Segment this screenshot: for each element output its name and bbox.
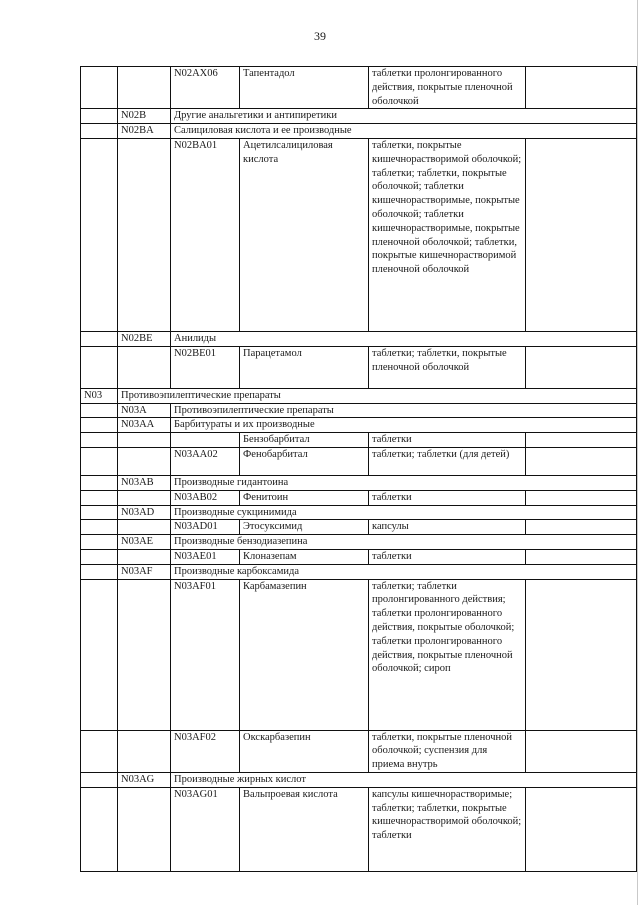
dosage-form-cell: таблетки, покрытые кишечнорастворимой оболочкой; таблетки; таблетки, покрытые оболочкой; таблетки кишечнорастворимые, покрытые оболочкой; таблетки кишечнорастворимые, покрытые пленочной оболочкой; таблетки, покрытые кишечнорастворимой пленочной оболочкой — [369, 138, 526, 331]
dosage-form-cell: таблетки пролонгированного действия, покрытые пленочной оболочкой — [369, 67, 526, 109]
group-row — [81, 331, 637, 346]
group-code-cell: N03AF — [118, 564, 171, 579]
level1-cell — [81, 535, 118, 550]
dosage-form-cell: таблетки; таблетки, покрытые пленочной оболочкой — [369, 346, 526, 388]
level2-cell — [118, 787, 171, 871]
level2-cell — [118, 346, 171, 388]
group-code-cell: N03AA — [118, 418, 171, 433]
group-name-cell: Противоэпилептические препараты — [171, 403, 637, 418]
level1-cell — [81, 730, 118, 772]
atc-code-cell: N02BE01 — [171, 346, 240, 388]
group-row — [81, 109, 637, 124]
dosage-form-cell: таблетки; таблетки пролонгированного действия; таблетки пролонгированного действия, покрытые оболочкой; таблетки пролонгированного действия, покрытые пленочной оболочкой; сироп — [369, 579, 526, 730]
level2-cell — [118, 549, 171, 564]
extra-cell — [526, 549, 637, 564]
group-name-cell: Производные бензодиазепина — [171, 535, 637, 550]
group-code-cell: N03AB — [118, 475, 171, 490]
group-name-cell: Салициловая кислота и ее производные — [171, 124, 637, 139]
level1-cell — [81, 564, 118, 579]
level1-cell — [81, 109, 118, 124]
level2-cell — [118, 138, 171, 331]
level2-cell — [118, 520, 171, 535]
level1-cell — [81, 475, 118, 490]
extra-cell — [526, 138, 637, 331]
extra-cell — [526, 346, 637, 388]
dosage-form-cell: таблетки — [369, 549, 526, 564]
level1-cell — [81, 787, 118, 871]
scan-edge-line — [637, 0, 638, 905]
extra-cell — [526, 447, 637, 475]
atc-code-cell: N03AF02 — [171, 730, 240, 772]
level1-cell — [81, 490, 118, 505]
extra-cell — [526, 490, 637, 505]
level2-cell — [118, 730, 171, 772]
drug-name-cell: Фенобарбитал — [240, 447, 369, 475]
atc-code-cell — [171, 433, 240, 448]
level1-cell — [81, 549, 118, 564]
group-name-cell: Производные сукцинимида — [171, 505, 637, 520]
top-group-row — [81, 388, 637, 403]
level1-cell — [81, 331, 118, 346]
atc-code-cell: N03AE01 — [171, 549, 240, 564]
extra-cell — [526, 579, 637, 730]
group-row — [81, 124, 637, 139]
group-row — [81, 535, 637, 550]
drug-row — [81, 579, 637, 730]
group-code-cell: N03AG — [118, 772, 171, 787]
drug-name-cell: Карбамазепин — [240, 579, 369, 730]
drug-name-cell: Тапентадол — [240, 67, 369, 109]
dosage-form-cell: таблетки — [369, 490, 526, 505]
drug-row — [81, 549, 637, 564]
group-row — [81, 505, 637, 520]
extra-cell — [526, 67, 637, 109]
level1-cell — [81, 579, 118, 730]
level2-cell — [118, 67, 171, 109]
atc-code-cell: N03AB02 — [171, 490, 240, 505]
atc-code-cell: N03AA02 — [171, 447, 240, 475]
drug-name-cell: Ацетилсалициловая кислота — [240, 138, 369, 331]
drug-classification-table — [80, 66, 637, 872]
group-code-cell: N02BE — [118, 331, 171, 346]
group-code-cell: N03AE — [118, 535, 171, 550]
drug-row — [81, 67, 637, 109]
atc-code-cell: N02BA01 — [171, 138, 240, 331]
level1-cell — [81, 520, 118, 535]
drug-name-cell: Этосуксимид — [240, 520, 369, 535]
drug-name-cell: Клоназепам — [240, 549, 369, 564]
group-row — [81, 475, 637, 490]
group-row — [81, 772, 637, 787]
atc-code-cell: N03AD01 — [171, 520, 240, 535]
dosage-form-cell: капсулы — [369, 520, 526, 535]
drug-row — [81, 346, 637, 388]
group-row — [81, 418, 637, 433]
group-name-cell: Производные гидантоина — [171, 475, 637, 490]
group-name-cell: Барбитураты и их производные — [171, 418, 637, 433]
extra-cell — [526, 520, 637, 535]
drug-row — [81, 433, 637, 448]
dosage-form-cell: таблетки; таблетки (для детей) — [369, 447, 526, 475]
dosage-form-cell: капсулы кишечнорастворимые; таблетки; таблетки, покрытые кишечнорастворимой оболочкой; таблетки — [369, 787, 526, 871]
level1-cell — [81, 124, 118, 139]
group-name-cell: Производные карбоксамида — [171, 564, 637, 579]
dosage-form-cell: таблетки, покрытые пленочной оболочкой; суспензия для приема внутрь — [369, 730, 526, 772]
level1-cell — [81, 138, 118, 331]
group-row — [81, 564, 637, 579]
drug-name-cell: Фенитоин — [240, 490, 369, 505]
dosage-form-cell: таблетки — [369, 433, 526, 448]
group-name-cell: Анилиды — [171, 331, 637, 346]
level2-cell — [118, 490, 171, 505]
level1-cell — [81, 772, 118, 787]
group-name-cell: Производные жирных кислот — [171, 772, 637, 787]
drug-name-cell: Вальпроевая кислота — [240, 787, 369, 871]
level1-cell — [81, 447, 118, 475]
extra-cell — [526, 433, 637, 448]
drug-row — [81, 138, 637, 331]
level1-cell — [81, 418, 118, 433]
drug-name-cell: Парацетамол — [240, 346, 369, 388]
page-number: 39 — [314, 29, 326, 43]
atc-code-cell: N03AF01 — [171, 579, 240, 730]
level1-cell — [81, 433, 118, 448]
atc-code-cell: N02AX06 — [171, 67, 240, 109]
atc-code-cell: N03AG01 — [171, 787, 240, 871]
drug-row — [81, 490, 637, 505]
drug-row — [81, 730, 637, 772]
level1-cell — [81, 346, 118, 388]
group-code-cell: N02BA — [118, 124, 171, 139]
group-code-cell: N02B — [118, 109, 171, 124]
group-code-cell: N03AD — [118, 505, 171, 520]
level2-cell — [118, 433, 171, 448]
group-name-cell: Другие анальгетики и антипиретики — [171, 109, 637, 124]
level2-cell — [118, 447, 171, 475]
drug-name-cell: Бензобарбитал — [240, 433, 369, 448]
level2-cell — [118, 579, 171, 730]
level1-cell — [81, 403, 118, 418]
drug-row — [81, 520, 637, 535]
drug-row — [81, 447, 637, 475]
level1-cell — [81, 505, 118, 520]
group-code-cell: N03A — [118, 403, 171, 418]
drug-row — [81, 787, 637, 871]
drug-name-cell: Окскарбазепин — [240, 730, 369, 772]
top-name-cell: Противоэпилептические препараты — [118, 388, 637, 403]
top-code-cell: N03 — [81, 388, 118, 403]
group-row — [81, 403, 637, 418]
level1-cell — [81, 67, 118, 109]
extra-cell — [526, 730, 637, 772]
extra-cell — [526, 787, 637, 871]
